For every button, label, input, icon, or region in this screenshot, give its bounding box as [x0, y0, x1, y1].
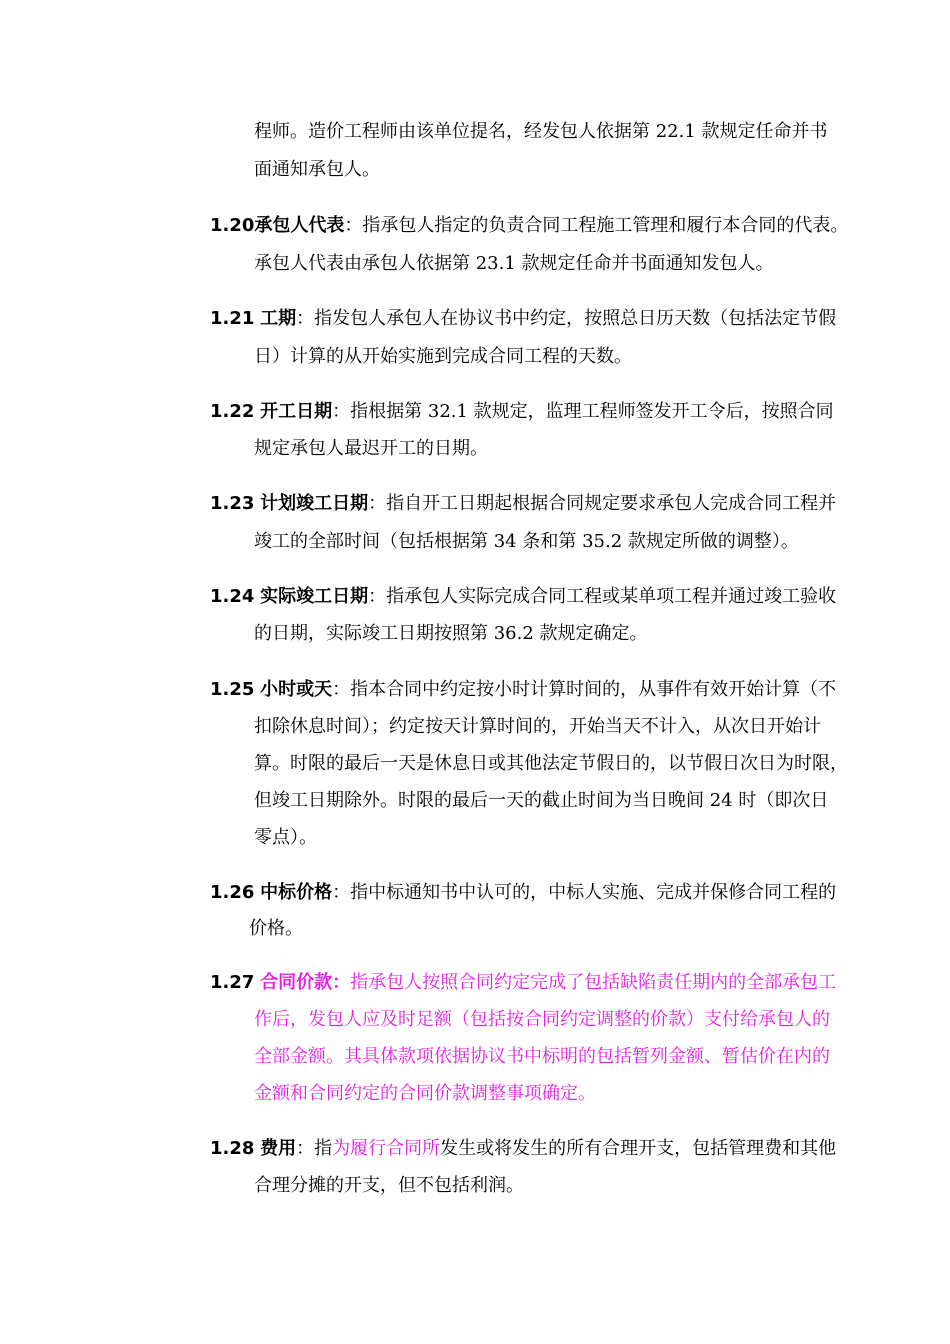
clause-1-27-line-3: 全部金额。其具体款项依据协议书中标明的包括暂列金额、暂估价在内的 — [254, 1046, 830, 1067]
clause-1-25-line-3: 算。时限的最后一天是休息日或其他法定节假日的，以节假日次日为时限， — [254, 753, 848, 774]
clause-1-27-line-2: 作后，发包人应及时足额（包括按合同约定调整的价款）支付给承包人的 — [254, 1009, 830, 1030]
clause-1-20: 1.20承包人代表：指承包人指定的负责合同工程施工管理和履行本合同的代表。 — [210, 215, 849, 236]
clause-number: 1.27 — [210, 972, 255, 993]
clause-number: 1.21 — [210, 308, 255, 329]
clause-1-28-line-2: 合理分摊的开支，但不包括利润。 — [254, 1175, 524, 1196]
clause-term: 实际竣工日期 — [260, 586, 369, 607]
clause-term: 中标价格 — [260, 882, 333, 903]
clause-1-23: 1.23 计划竣工日期：指自开工日期起根据合同规定要求承包人完成合同工程并 — [210, 493, 837, 514]
clause-1-22-line-2: 规定承包人最迟开工的日期。 — [254, 438, 488, 459]
clause-1-24: 1.24 实际竣工日期：指承包人实际完成合同工程或某单项工程并通过竣工验收 — [210, 586, 837, 607]
continuation-line-1: 程师。造价工程师由该单位提名，经发包人依据第 22.1 款规定任命并书 — [254, 121, 828, 142]
clause-number: 1.24 — [210, 586, 255, 607]
clause-term: 费用 — [260, 1138, 297, 1159]
clause-term: 工期 — [260, 308, 297, 329]
clause-number: 1.22 — [210, 401, 255, 422]
highlighted-phrase: 为履行合同所 — [332, 1138, 441, 1159]
clause-1-28: 1.28 费用：指为履行合同所发生或将发生的所有合理开支，包括管理费和其他 — [210, 1138, 837, 1159]
clause-number: 1.26 — [210, 882, 255, 903]
clause-1-25: 1.25 小时或天：指本合同中约定按小时计算时间的，从事件有效开始计算（不 — [210, 679, 837, 700]
clause-term: 承包人代表 — [254, 215, 345, 236]
clause-1-27: 1.27 合同价款：指承包人按照合同约定完成了包括缺陷责任期内的全部承包工 — [210, 972, 837, 993]
clause-1-26-line-2: 价格。 — [249, 918, 303, 939]
continuation-line-2: 面通知承包人。 — [254, 159, 380, 180]
clause-term: 合同价款： — [260, 972, 351, 993]
clause-number: 1.23 — [210, 493, 255, 514]
clause-number: 1.25 — [210, 679, 255, 700]
clause-1-21-line-2: 日）计算的从开始实施到完成合同工程的天数。 — [254, 346, 632, 367]
clause-1-22: 1.22 开工日期：指根据第 32.1 款规定，监理工程师签发开工令后，按照合同 — [210, 401, 834, 422]
clause-1-27-line-4: 金额和合同约定的合同价款调整事项确定。 — [254, 1083, 596, 1104]
clause-1-25-line-2: 扣除休息时间）；约定按天计算时间的，开始当天不计入，从次日开始计 — [254, 716, 821, 737]
clause-term: 小时或天 — [260, 679, 333, 700]
clause-1-25-line-4: 但竣工日期除外。时限的最后一天的截止时间为当日晚间 24 时（即次日 — [254, 790, 829, 811]
clause-number: 1.28 — [210, 1138, 255, 1159]
clause-1-25-line-5: 零点）。 — [254, 827, 317, 848]
clause-1-21: 1.21 工期：指发包人承包人在协议书中约定，按照总日历天数（包括法定节假 — [210, 308, 837, 329]
clause-1-20-line-2: 承包人代表由承包人依据第 23.1 款规定任命并书面通知发包人。 — [254, 253, 774, 274]
clause-number: 1.20 — [210, 215, 255, 236]
clause-1-26: 1.26 中标价格：指中标通知书中认可的，中标人实施、完成并保修合同工程的 — [210, 882, 837, 903]
clause-term: 开工日期 — [260, 401, 333, 422]
clause-1-24-line-2: 的日期，实际竣工日期按照第 36.2 款规定确定。 — [254, 623, 648, 644]
clause-term: 计划竣工日期 — [260, 493, 369, 514]
clause-1-23-line-2: 竣工的全部时间（包括根据第 34 条和第 35.2 款规定所做的调整）。 — [254, 531, 799, 552]
